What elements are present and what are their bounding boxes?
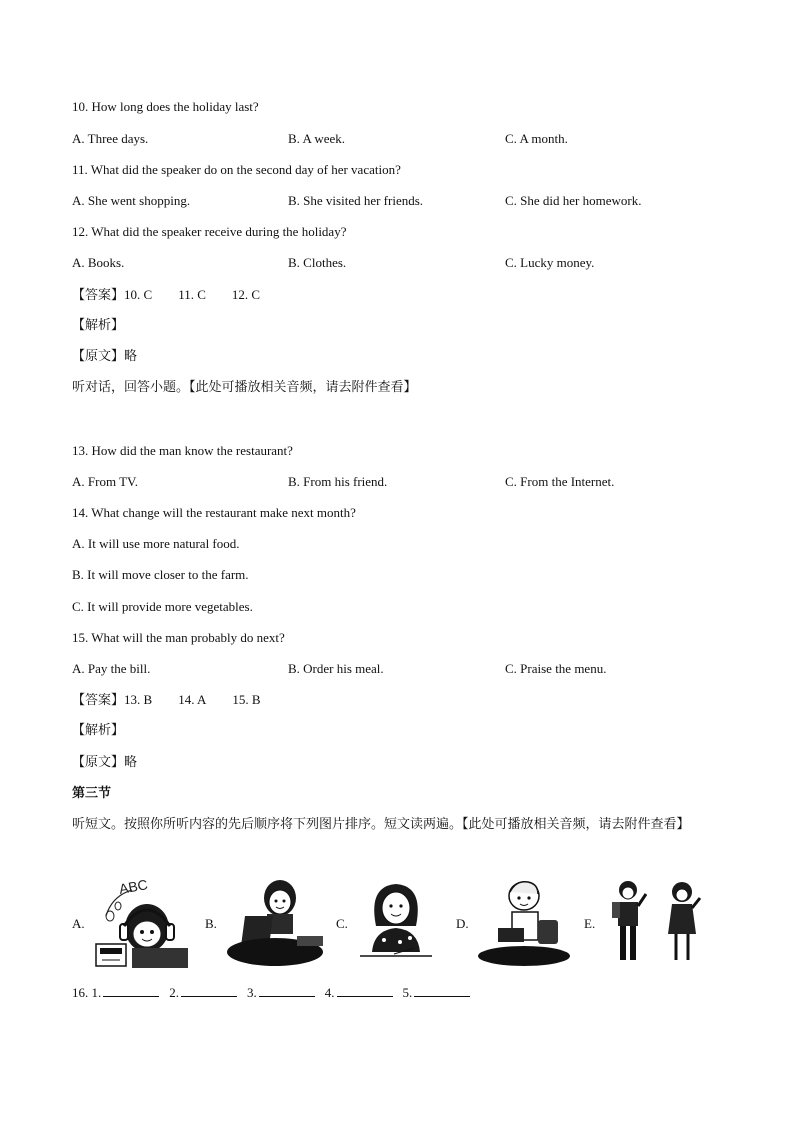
option-12b: B. Clothes. [288,255,347,270]
answer-10: 10. C [124,287,153,302]
original-tag: 【原文】 [72,349,125,364]
order-slot-2-label: 2. [169,985,179,1000]
option-14a: A. It will use more natural food. [72,536,240,551]
option-13c: C. From the Internet. [505,474,615,489]
answer-13: 13. B [124,692,153,707]
order-blank-3[interactable] [259,984,315,997]
listen-instruction: 听对话，回答小题。【此处可播放相关音频，请去附件查看】 [72,380,417,395]
order-slot-4-label: 4. [324,985,335,1000]
order-slot-5-label: 5. [402,985,413,1000]
pic-label-c: C. [336,916,348,931]
order-blank-5[interactable] [414,984,470,997]
original-text: 略 [124,755,138,770]
option-10a: A. Three days. [72,131,149,146]
answer-14: 14. A [178,692,207,707]
answer-row-13-15 [72,692,261,709]
question-14: 14. What change will the restaurant make next month? [72,505,356,520]
original-tag: 【原文】 [72,755,125,770]
original-text: 略 [124,349,138,364]
two-kids-waving-icon [606,876,706,970]
pic-label-b: B. [205,916,217,931]
section-heading: 第三节 [72,786,112,801]
option-14c: C. It will provide more vegetables. [72,599,253,614]
svg-text:ABC: ABC [117,876,149,897]
option-14b: B. It will move closer to the farm. [72,567,249,582]
question-10: 10. How long does the holiday last? [72,99,259,114]
analysis-label-a: 【解析】 [72,318,125,333]
option-11a: A. She went shopping. [72,193,191,208]
girl-writing-icon [354,876,438,968]
pic-label-a: A. [72,916,85,931]
order-blank-4[interactable] [337,984,393,997]
analysis-label-b: 【解析】 [72,723,125,738]
boy-reading-icon [476,876,572,968]
order-slot-1-label: 1. [91,985,102,1000]
question-13: 13. How did the man know the restaurant? [72,443,293,458]
pic-label-d: D. [456,916,469,931]
option-15c: C. Praise the menu. [505,661,607,676]
pic-label-e: E. [584,916,596,931]
option-10b: B. A week. [288,131,346,146]
original-row-a [72,349,137,365]
option-12a: A. Books. [72,255,125,270]
answer-11: 11. C [178,287,206,302]
order-blank-2[interactable] [181,984,237,997]
answer-12: 12. C [231,287,261,302]
option-11b: B. She visited her friends. [288,193,424,208]
question-15: 15. What will the man probably do next? [72,630,285,645]
part3-instruction: 听短文。按照你所听内容的先后顺序将下列图片排序。短文读两遍。【此处可播放相关音频，请去附件查看】 [72,817,690,832]
question-12: 12. What did the speaker receive during the holiday? [72,224,347,239]
answer-tag: 【答案】 [72,288,125,303]
order-prefix: 16. [72,985,92,1000]
option-15a: A. Pay the bill. [72,661,151,676]
answer-tag: 【答案】 [72,693,125,708]
option-15b: B. Order his meal. [288,661,384,676]
option-13a: A. From TV. [72,474,138,489]
order-slot-3-label: 3. [247,985,257,1000]
question-11: 11. What did the speaker do on the second day of her vacation? [72,162,401,177]
option-10c: C. A month. [505,131,568,146]
girl-with-headphones-radio-icon [92,876,192,968]
option-12c: C. Lucky money. [505,255,595,270]
order-blank-1[interactable] [103,984,159,997]
answer-row-10-12 [72,287,260,304]
answer-15: 15. B [232,692,261,707]
original-row-b [72,755,137,771]
option-13b: B. From his friend. [288,474,388,489]
order-row [72,984,480,1001]
girl-with-laptop-icon [225,876,325,968]
option-11c: C. She did her homework. [505,193,642,208]
